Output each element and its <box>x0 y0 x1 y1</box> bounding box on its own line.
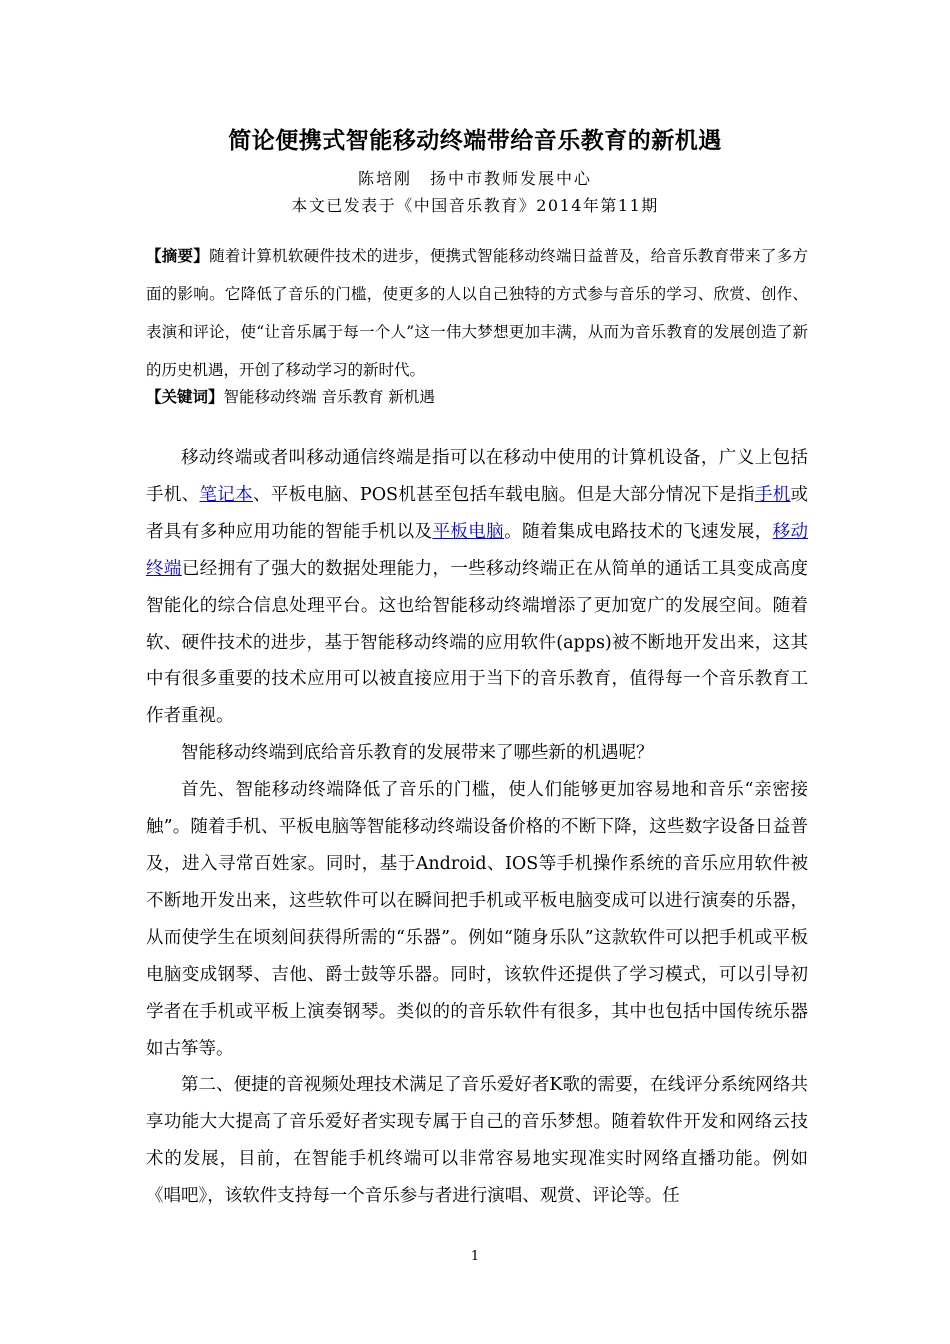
paragraph-text: 。随着集成电路技术的飞速发展， <box>504 521 773 542</box>
paragraph-1 <box>146 440 808 735</box>
keywords-label: 【关键词】 <box>146 388 224 406</box>
paragraph-text: 或者具有多种应用功能的智能手机以及 <box>146 484 809 542</box>
document-title: 简论便携式智能移动终端带给音乐教育的新机遇 <box>228 128 722 154</box>
link-phone[interactable]: 手机 <box>754 484 791 505</box>
paragraph-2: 智能移动终端到底给音乐教育的发展带来了哪些新的机遇呢？ <box>181 743 654 764</box>
publication-note: 本文已发表于《中国音乐教育》2014年第11期 <box>291 196 659 215</box>
paragraph-text: 、平板电脑、POS机甚至包括车载电脑。但是大部分情况下是指 <box>252 484 755 505</box>
abstract-label: 【摘要】 <box>146 247 210 265</box>
author-line: 陈培刚 扬中市教师发展中心 <box>357 169 592 188</box>
page-number: 1 <box>470 1249 480 1264</box>
paragraph-text: 已经拥有了强大的数据处理能力，一些移动终端正在从简单的通话工具变成高度智能化的综合信息处理平台。这也给智能移动终端增添了更加宽广的发展空间。随着软、硬件技术的进步，基于智能移动终端的应用软件(apps)被不断地开发出来，这其中有很多重要的技术应用可以被直接应用于当下的音乐教育，值得每一个音乐教育工作者重视。 <box>146 558 809 727</box>
paragraph-text: 移动终端或者叫移动通信终端是指可以在移动中使用的计算机设备，广义上包括手机、 <box>146 448 808 505</box>
abstract <box>146 237 808 389</box>
abstract-text: 随着计算机软硬件技术的进步，便携式智能移动终端日益普及，给音乐教育带来了多方面的影响。它降低了音乐的门槛，使更多的人以自己独特的方式参与音乐的学习、欣赏、创作、表演和评论，使“让音乐属于每一个人”这一伟大梦想更加丰满，从而为音乐教育的发展创造了新的历史机遇，开创了移动学习的新时代。 <box>146 247 808 379</box>
paragraph-3: 首先、智能移动终端降低了音乐的门槛，使人们能够更加容易地和音乐“亲密接触”。随着手机、平板电脑等智能移动终端设备价格的不断下降，这些数字设备日益普及，进入寻常百姓家。同时，基于Android、IOS等手机操作系统的音乐应用软件被不断地开发出来，这些软件可以在瞬间把手机或平板电脑变成可以进行演奏的乐器，从而使学生在顷刻间获得所需的“乐器”。例如“随身乐队”这款软件可以把手机或平板电脑变成钢琴、吉他、爵士鼓等乐器。同时，该软件还提供了学习模式，可以引导初学者在手机或平板上演奏钢琴。类似的的音乐软件有很多，其中也包括中国传统乐器如古筝等。 <box>146 780 808 1059</box>
keywords <box>146 384 808 410</box>
link-mobile-terminal[interactable]: 移动终端 <box>146 521 809 579</box>
paragraph-4: 第二、便捷的音视频处理技术满足了音乐爱好者K歌的需要，在线评分系统网络共享功能大大提高了音乐爱好者实现专属于自己的音乐梦想。随着软件开发和网络云技术的发展，目前，在智能手机终端可以非常容易地实现准实时网络直播功能。例如《唱吧》，该软件支持每一个音乐参与者进行演唱、观赏、评论等。任 <box>146 1075 808 1207</box>
link-tablet[interactable]: 平板电脑 <box>432 521 505 542</box>
keywords-text: 智能移动终端 音乐教育 新机遇 <box>223 388 435 406</box>
body-text <box>146 440 808 1215</box>
link-notebook[interactable]: 笔记本 <box>199 484 253 505</box>
